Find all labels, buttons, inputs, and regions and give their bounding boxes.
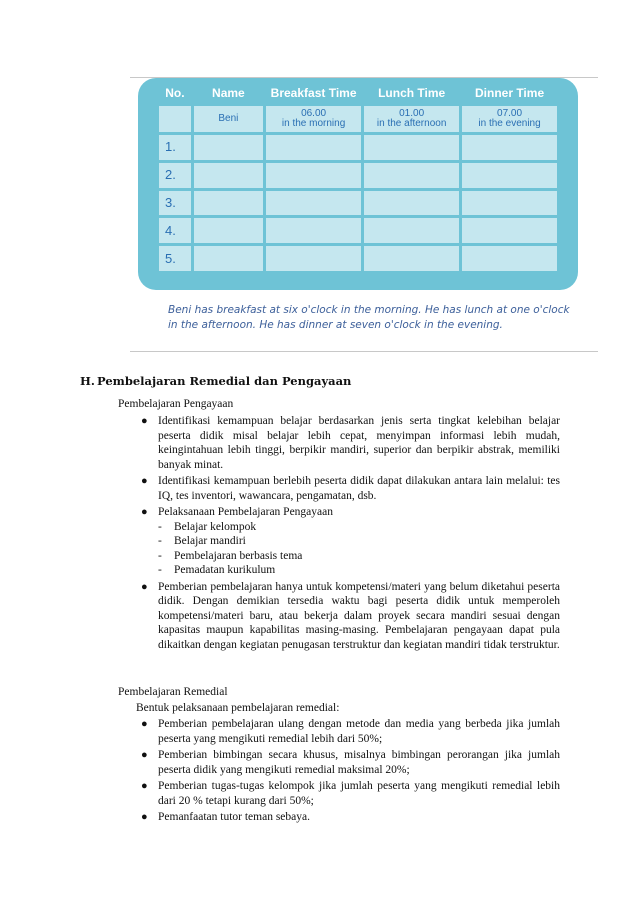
pengayaan-title: Pembelajaran Pengayaan [118,398,234,410]
row-number: 4. [159,218,191,243]
figure-caption: Beni has breakfast at six o'clock in the morning. He has lunch at one o'clock in the afternoon. He has dinner at seven o'clock in the evening. [168,304,570,331]
row-number: 3. [159,191,191,216]
section-heading [80,374,351,389]
example-dinner: 07.00 in the evening [462,106,557,132]
bullet-icon: ● [141,718,148,730]
pengayaan-list [136,414,560,654]
bullet-icon: ● [141,811,148,823]
example-breakfast: 06.00 in the morning [266,106,361,132]
sublist-item: - Pemadatan kurikulum [158,564,276,576]
bullet-icon: ● [141,780,148,792]
pengayaan-sublist [158,520,560,578]
bullet-icon: ● [141,475,148,487]
example-name: Beni [194,106,263,132]
header-name: Name [194,83,263,103]
list-item: ● Pelaksanaan Pembelajaran Pengayaan - Belajar kelompok - Belajar mandiri - Pembelajaran berbasis tema - Pemadatan kurikulum [136,505,560,578]
sublist-item: - Pembelajaran berbasis tema [158,549,303,562]
row-number: 2. [159,163,191,188]
list-item: ● Pemberian pembelajaran hanya untuk kompetensi/materi yang belum diketahui peserta didik. Dengan demikian tersedia waktu bagi peserta didik untuk memperoleh kompetensi/materi baru, atau bekerja dalam proyek secara mandiri sesuai dengan kapasitas maupun kapabilitas masing-masing. Pembelajaran pengayaan dapat pula dikaitkan dengan kegiatan penugasan terstruktur dan kegiatan mandiri tidak terstruktur. [141,580,560,651]
remedial-intro: Bentuk pelaksanaan pembelajaran remedial: [136,702,340,714]
sublist-item: - Belajar kelompok [158,520,257,533]
row-number: 5. [159,246,191,271]
list-item: ● Pemberian tugas-tugas kelompok jika jumlah peserta yang mengikuti remedial lebih dari 20 % tetapi kurang dari 50%; [141,780,560,807]
bullet-icon: ● [141,506,148,518]
header-lunch: Lunch Time [364,83,459,103]
header-no: No. [159,83,191,103]
section-title: Pembelajaran Remedial dan Pengayaan [97,374,352,388]
list-item: ● Identifikasi kemampuan berlebih peserta didik dapat dilakukan antara lain melalui: tes IQ, tes inventori, wawancara, pengamatan, dsb. [141,475,560,502]
section-letter: H. [80,374,95,388]
list-item: ● Pemberian pembelajaran ulang dengan metode dan media yang berbeda jika jumlah peserta yang mengikuti remedial lebih dari 50%; [141,718,560,745]
list-item: ● Pemanfaatan tutor teman sebaya. [141,811,310,823]
bullet-icon: ● [141,749,148,761]
header-breakfast: Breakfast Time [266,83,361,103]
remedial-title: Pembelajaran Remedial [118,686,228,698]
list-item: ● Identifikasi kemampuan belajar berdasarkan jenis serta tingkat kelebihan belajar peserta didik misal belajar lebih cepat, menyimpan informasi lebih mudah, keingintahuan lebih tinggi, berpikir mandiri, superior dan berpikir abstrak, memiliki banyak minat. [141,415,560,471]
bullet-icon: ● [141,415,148,427]
list-item: ● Pemberian bimbingan secara khusus, misalnya bimbingan perorangan jika jumlah peserta didik yang mengikuti remedial maksimal 20%; [141,749,560,776]
remedial-list [136,717,560,827]
sublist-item: - Belajar mandiri [158,535,246,547]
example-lunch: 01.00 in the afternoon [364,106,459,132]
row-number: 1. [159,135,191,160]
header-dinner: Dinner Time [462,83,557,103]
bullet-icon: ● [141,580,148,593]
